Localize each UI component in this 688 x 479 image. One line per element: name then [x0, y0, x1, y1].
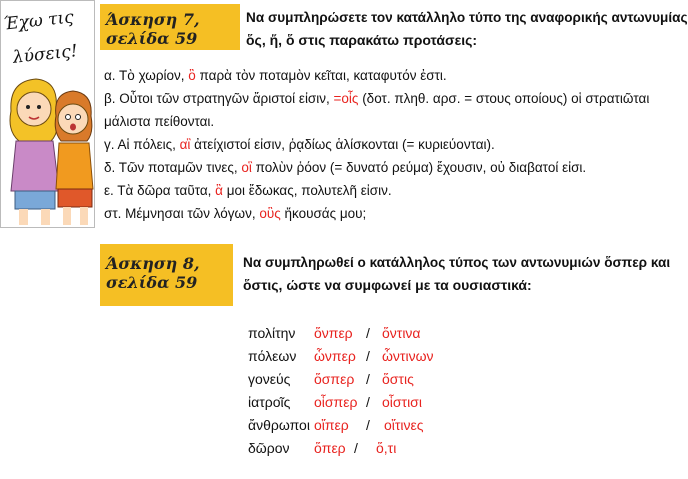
answer-st: οὓς [259, 206, 281, 221]
sentence-b: β. Οὗτοι τῶν στρατηγῶν ἄριστοί εἰσιν, =οἷς (δοτ. πληθ. αρσ. = στους οποίους) οἱ στρατιῶται [104, 91, 650, 106]
slash: / [366, 325, 370, 341]
table-row [248, 414, 528, 436]
table-row [248, 391, 528, 413]
answer-osper: οἵπερ [314, 417, 349, 433]
exercise-8-heading-line-1: Να συμπληρωθεί ο κατάλληλος τύπος των αντωνυμιών ὅσπερ και [243, 255, 671, 270]
noun: ἄνθρωποι [248, 417, 310, 433]
exercise-7-sentences [104, 64, 650, 225]
exercise-8-label-text: Άσκηση 8, σελίδα 59 [106, 254, 200, 292]
answer-ostis: ὅντινα [382, 325, 421, 341]
exercise-8-table [248, 322, 528, 472]
sentence-st: στ. Μέμνησαι τῶν λόγων, οὓς ἤκουσάς μου; [104, 206, 367, 221]
answer-osper: ὅπερ [314, 440, 346, 456]
answer-a: ὃ [188, 68, 196, 83]
answer-ostis: ὧντινων [382, 348, 434, 364]
exercise-7-label-text: Άσκηση 7, σελίδα 59 [106, 10, 200, 48]
sentence-e: ε. Τὰ δῶρα ταῦτα, ἃ μοι ἔδωκας, πολυτελῆ εἰσιν. [104, 183, 392, 198]
slash: / [354, 440, 358, 456]
noun: δῶρον [248, 440, 290, 456]
noun: ἰατροῖς [248, 394, 291, 410]
exercise-7-heading-line-2: ὅς, ἥ, ὅ στις παρακάτω προτάσεις: [246, 32, 478, 48]
sticker-line-1: Έχω τις [2, 7, 75, 35]
answer-osper: ὅνπερ [314, 325, 353, 341]
slash: / [366, 417, 370, 433]
cartoon-girls-illustration [1, 71, 96, 229]
noun: γονεύς [248, 371, 291, 387]
exercise-7-heading [246, 7, 688, 51]
noun: πόλεων [248, 348, 297, 364]
exercise-7-label [100, 4, 240, 50]
table-row [248, 368, 528, 390]
answer-ostis: ὅστις [382, 371, 414, 387]
answer-ostis: οἵτινες [384, 417, 424, 433]
answer-c: αἳ [179, 137, 191, 152]
table-row [248, 437, 528, 459]
answer-osper: ὧνπερ [314, 348, 356, 364]
solutions-sticker [0, 0, 95, 228]
answer-b: =οἷς [333, 91, 359, 106]
exercise-8-heading-line-2: ὅστις, ώστε να συμφωνεί με τα ουσιαστικά: [243, 277, 532, 293]
exercise-7-heading-line-1: Να συμπληρώσετε τον κατάλληλο τύπο της αναφορικής αντωνυμίας [246, 10, 688, 25]
answer-e: ἃ [215, 183, 223, 198]
slash: / [366, 371, 370, 387]
table-row [248, 322, 528, 344]
table-row [248, 345, 528, 367]
sentence-d: δ. Τῶν ποταμῶν τινες, οἳ πολὺν ῥόον (= δυνατό ρεύμα) ἔχουσιν, οὐ διαβατοί εἰσι. [104, 160, 587, 175]
sticker-line-2: λύσεις! [11, 41, 79, 68]
exercise-8-heading [243, 252, 671, 296]
sticker-caption [2, 0, 97, 75]
slash: / [366, 394, 370, 410]
answer-d: οἳ [241, 160, 252, 175]
slash: / [366, 348, 370, 364]
answer-osper: ὅσπερ [314, 371, 355, 387]
sentence-a: α. Τὸ χωρίον, ὃ παρὰ τὸν ποταμὸν κεῖται, καταφυτόν ἐστι. [104, 68, 447, 83]
answer-osper: οἷσπερ [314, 394, 358, 410]
sentence-b-continued: μάλιστα πείθονται. [104, 114, 215, 129]
noun: πολίτην [248, 325, 296, 341]
sentence-c: γ. Αἱ πόλεις, αἳ ἀτείχιστοί εἰσιν, ῥᾳδίως ἁλίσκονται (= κυριεύονται). [104, 137, 495, 152]
answer-ostis: οἷστισι [382, 394, 422, 410]
exercise-8-label [100, 244, 233, 306]
answer-ostis: ὅ,τι [376, 440, 397, 456]
